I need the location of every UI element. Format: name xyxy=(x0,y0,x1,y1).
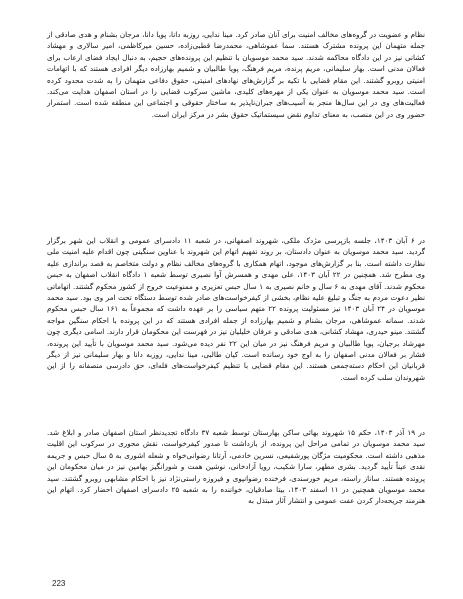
paragraph-2: در ۶ آبان ۱۴۰۳، جلسه بازپرسی مژدک ملکی، شهروند اصفهانی، در شعبه ۱۱ دادسرای عمومی و انقلاب این شهر برگزار گردید. سید محمد موسویان به عنوان دادستان، بر روند تفهیم اتهام این شهروند با عناوین سنگینی چون اقدام علیه امنیت ملی نظارت داشته است. بنا بر گزارش‌های موجود، اتهام همکاری با گروه‌های مخالف نظام و دولت متخاصم به قصد براندازی علیه وی مطرح شد. همچنین در ۲۲ آبان ۱۴۰۳، علی مهدی و همسرش آوا نصیری توسط شعبه ۱ دادگاه انقلاب اصفهان به حبس محکوم شدند. آقای مهدی به ۶ سال و خانم نصیری به ۱ سال حبس تعزیری و ممنوعیت خروج از کشور محکوم گشتند. اتهاماتی نظیر دعوت مردم به جنگ و تبلیغ علیه نظام، بخشی از کیفرخواست‌های صادر شده توسط دستگاه تحت امر وی بود. سید محمد موسویان در ۲۴ آبان ۱۴۰۳ نیز مسئولیت پرونده ۲۲ متهم سیاسی را بر عهده داشت که مجموعاً به ۱۶۱ سال حبس محکوم شدند. سمانه عموشاهی، مرجان بشنام و شمیم بهارزاده از جمله افرادی هستند که در این پرونده با احکام سنگین مواجه گشتند. مینو حیدری، مهشاد کشانی، هدی صادقی و عرفان خلیلیان نیز در فهرست این محکومان قرار دارند. اسامی دیگری چون مهرشاد برجیان، پویا طالبیان و مریم فرهنگ نیز در میان این ۲۲ نفر دیده می‌شود. سید محمد موسویان با تأیید این پرونده، فشار بر فعالان مدنی اصفهان را به اوج خود رسانده است. کیان طالبی، مینا ندایی، روزبه دانا و بهار سلیمانی نیز از دیگر قربانیان این احکام دسته‌جمعی هستند. این مقام قضایی با تنظیم کیفرخواست‌های فله‌ای، حق دادرسی منصفانه را از این شهروندان سلب کرده است. xyxy=(47,236,426,382)
paragraph-3: در ۱۹ آذر ۱۴۰۳، حکم ۱۵ شهروند بهائی ساکن بهارستان توسط شعبه ۳۷ دادگاه تجدیدنظر استان اصفهان صادر و ابلاغ شد. سید محمد موسویان در تمامی مراحل این پرونده، از بازداشت تا صدور کیفرخواست، نقش محوری در سرکوب این اقلیت مذهبی داشته است. محکومیت مژگان پورشفیعی، نسرین خادمی، آرتانا رضوانی‌خواه و شعله اشوری به ۵ سال حبس و جریمه نقدی عیناً تأیید گردید. بشری مطهر، سارا شکیب، رویا آزادخانی، نوشین همت و شورانگیز بهامین نیز در میان محکومان این پرونده هستند. ساناز راسته، مریم خورسندی، فرخنده رضوانپوی و فیروزه راستی‌نژاد نیز با احکام مشابهی روبرو گشتند. سید محمد موسویان همچنین در ۱۱ اسفند ۱۴۰۳، بیتا صادقیان، خواننده را به شعبه ۲۵ دادسرای اصفهان احضار کرد. اتهام این هنرمند جریحه‌دار کردن عفت عمومی و انتشار آثار مبتذل به xyxy=(47,428,425,506)
page-number: 223 xyxy=(52,579,66,588)
paragraph-1: نظام و عضویت در گروه‌های مخالف امنیت برای آنان صادر کرد. مینا ندایی، روزبه دانا، پویا دانا، مرجان بشنام و هدی صادقی از جمله متهمان این پرونده مشترک هستند. سما عموشاهی، محمدرضا قطبی‌زاده، حسین میرکاظمی، امیر سالاری و مهشاد کشانی نیز در این دادگاه محاکمه شدند. سید محمد موسویان با تنظیم این پرونده‌های حجیم، به دنبال ایجاد فضای ارعاب برای فعالان مدنی است. بهار سلیمانی، مریم پرنده، مریم فرهنگ، پویا طالبیان و شمیم بهارزاده دیگر افرادی هستند که با اتهامات امنیتی روبرو گشتند. این مقام قضایی با تکیه بر گزارش‌های نهادهای امنیتی، حقوق دفاعی متهمان را به شدت محدود کرده است. سید محمد موسویان به عنوان یکی از مهره‌های کلیدی، ماشین سرکوب قضایی را در استان اصفهان هدایت می‌کند. فعالیت‌های وی در این سال‌ها منجر به آسیب‌های جبران‌ناپذیر به ساختار حقوقی و اجتماعی این منطقه شده است. استمرار حضور وی در این منصب، به معنای تداوم نقض سیستماتیک حقوق بشر در مرکز ایران است. xyxy=(47,30,425,119)
